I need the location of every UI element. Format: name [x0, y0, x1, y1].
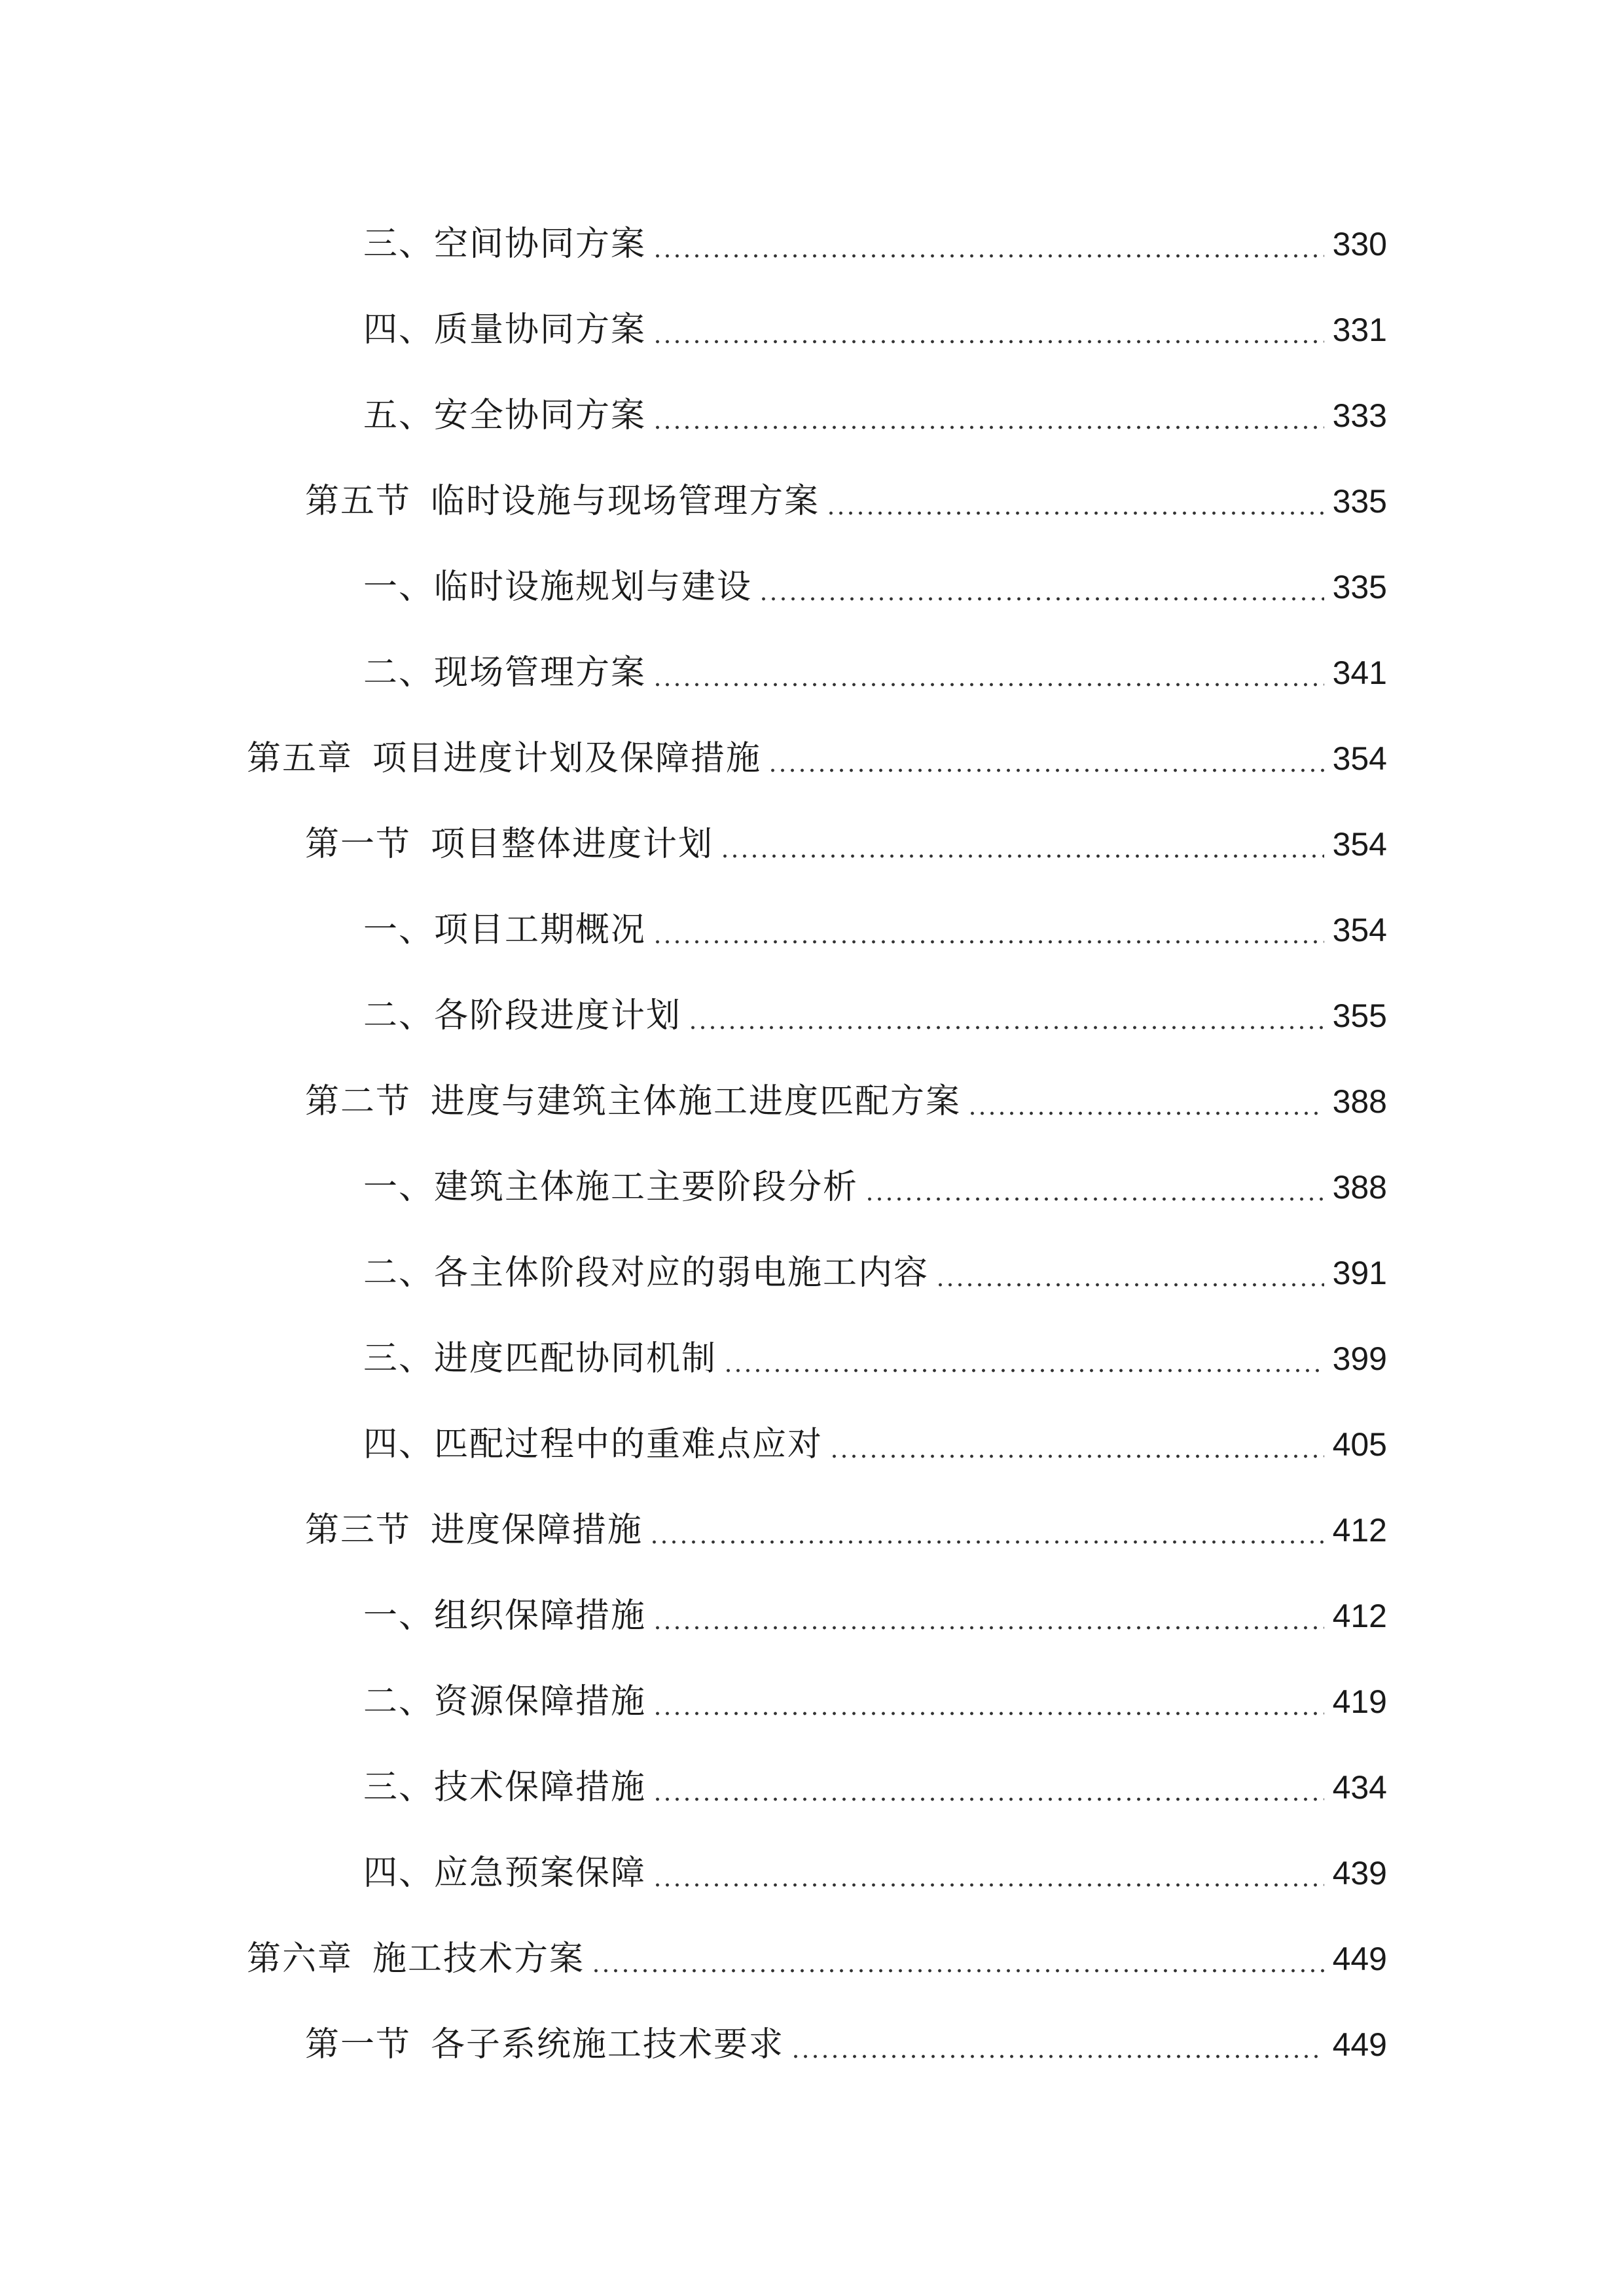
toc-entry[interactable] — [0, 630, 1624, 715]
toc-entry-label — [363, 993, 681, 1039]
toc-entry-title: 资源保障措施 — [434, 1681, 647, 1721]
dot-leader — [653, 650, 1324, 696]
toc-entry-label — [363, 1679, 646, 1725]
toc-entry-page-number: 419 — [1332, 1683, 1387, 1720]
toc-entry-title: 技术保障措施 — [434, 1767, 647, 1807]
toc-entry-page-number: 335 — [1332, 568, 1387, 605]
toc-entry-title: 进度保障措施 — [431, 1510, 643, 1550]
toc-entry-page-number: 354 — [1332, 911, 1387, 948]
dot-leader — [653, 1765, 1324, 1810]
dot-leader — [967, 1079, 1324, 1124]
toc-entry-label — [363, 907, 646, 953]
dot-leader — [723, 1336, 1324, 1382]
toc-entry-title: 现场管理方案 — [434, 653, 647, 692]
toc-entry-title: 施工技术方案 — [372, 1939, 585, 1979]
toc-entry-page-number: 354 — [1332, 740, 1387, 777]
toc-entry-title: 匹配过程中的重难点应对 — [434, 1424, 823, 1464]
toc-entry-number: 一、 — [363, 567, 435, 607]
toc-entry-page-number: 355 — [1332, 997, 1387, 1034]
toc-entry-number: 一、 — [363, 910, 435, 950]
toc-entry-number: 四、 — [363, 1424, 435, 1464]
toc-entry-label — [305, 1507, 643, 1553]
toc-entry-title: 建筑主体施工主要阶段分析 — [434, 1167, 859, 1207]
toc-entry[interactable] — [0, 287, 1624, 372]
toc-entry-page-number: 333 — [1332, 397, 1387, 434]
toc-entry[interactable] — [0, 887, 1624, 973]
toc-entry-title: 项目工期概况 — [434, 910, 647, 950]
toc-entry[interactable] — [0, 201, 1624, 287]
toc-entry[interactable] — [0, 715, 1624, 801]
toc-entry-page-number: 412 — [1332, 1597, 1387, 1634]
toc-entry-label — [305, 2022, 784, 2068]
toc-entry-label — [363, 1250, 929, 1296]
toc-entry-title: 进度匹配协同机制 — [434, 1338, 717, 1378]
toc-entry-label — [305, 821, 713, 867]
toc-entry[interactable] — [0, 1659, 1624, 1744]
toc-entry-title: 进度与建筑主体施工进度匹配方案 — [431, 1081, 962, 1121]
toc-entry-page-number: 330 — [1332, 225, 1387, 262]
toc-entry[interactable] — [0, 1058, 1624, 1144]
toc-entry-number: 二、 — [363, 1681, 435, 1721]
toc-entry[interactable] — [0, 544, 1624, 630]
toc-entry-label — [363, 564, 752, 610]
toc-entry-number: 第六章 — [247, 1939, 353, 1979]
toc-entry-title: 临时设施规划与建设 — [434, 567, 753, 607]
toc-entry-title: 组织保障措施 — [434, 1596, 647, 1636]
toc-entry-label — [363, 1765, 646, 1810]
toc-entry[interactable] — [0, 801, 1624, 887]
toc-entry-number: 四、 — [363, 1853, 435, 1893]
toc-entry[interactable] — [0, 973, 1624, 1058]
toc-entry[interactable] — [0, 1230, 1624, 1316]
toc-entry-number: 一、 — [363, 1596, 435, 1636]
toc-entry-page-number: 405 — [1332, 1426, 1387, 1463]
toc-entry[interactable] — [0, 1573, 1624, 1659]
toc-entry[interactable] — [0, 458, 1624, 544]
dot-leader — [768, 736, 1324, 781]
toc-entry-label — [247, 1936, 585, 1982]
toc-entry-title: 安全协同方案 — [434, 395, 647, 435]
toc-entry-page-number: 341 — [1332, 654, 1387, 691]
toc-entry-title: 项目进度计划及保障措施 — [372, 738, 762, 778]
toc-entry-title: 各子系统施工技术要求 — [431, 2024, 785, 2064]
toc-entry-page-number: 354 — [1332, 825, 1387, 863]
toc-entry[interactable] — [0, 1916, 1624, 2001]
toc-entry-title: 应急预案保障 — [434, 1853, 647, 1893]
dot-leader — [653, 1593, 1324, 1639]
toc-entry-label — [305, 478, 820, 524]
toc-entry[interactable] — [0, 1744, 1624, 1830]
dot-leader — [591, 1936, 1324, 1982]
toc-entry-title: 项目整体进度计划 — [431, 824, 714, 864]
toc-entry-title: 空间协同方案 — [434, 224, 647, 264]
toc-entry-number: 五、 — [363, 395, 435, 435]
toc-entry-label — [363, 1422, 823, 1467]
table-of-contents — [0, 201, 1624, 2087]
toc-entry[interactable] — [0, 2001, 1624, 2087]
dot-leader — [826, 478, 1324, 524]
toc-entry-label — [363, 221, 646, 267]
dot-leader — [791, 2022, 1324, 2068]
toc-entry-label — [363, 1336, 717, 1382]
toc-entry-label — [363, 393, 646, 439]
toc-entry-title: 各主体阶段对应的弱电施工内容 — [434, 1253, 929, 1293]
toc-entry-page-number: 412 — [1332, 1511, 1387, 1549]
toc-entry-page-number: 449 — [1332, 1940, 1387, 1977]
dot-leader — [759, 564, 1324, 610]
toc-entry-number: 三、 — [363, 1767, 435, 1807]
toc-entry-number: 第一节 — [305, 824, 412, 864]
toc-entry-number: 第五章 — [247, 738, 353, 778]
toc-entry-label — [305, 1079, 961, 1124]
toc-entry-number: 二、 — [363, 996, 435, 1035]
toc-entry-number: 第三节 — [305, 1510, 412, 1550]
toc-entry-number: 二、 — [363, 653, 435, 692]
dot-leader — [653, 393, 1324, 439]
toc-entry[interactable] — [0, 1487, 1624, 1573]
toc-entry-title: 临时设施与现场管理方案 — [431, 481, 820, 521]
toc-entry-title: 质量协同方案 — [434, 310, 647, 350]
toc-entry[interactable] — [0, 1830, 1624, 1916]
toc-entry-number: 第一节 — [305, 2024, 412, 2064]
toc-entry-number: 第五节 — [305, 481, 412, 521]
toc-entry-label — [247, 736, 761, 781]
dot-leader — [935, 1250, 1324, 1296]
toc-entry-label — [363, 1593, 646, 1639]
toc-entry-number: 四、 — [363, 310, 435, 350]
dot-leader — [653, 907, 1324, 953]
toc-entry-number: 一、 — [363, 1167, 435, 1207]
toc-entry-page-number: 388 — [1332, 1168, 1387, 1206]
dot-leader — [653, 1850, 1324, 1896]
toc-entry[interactable] — [0, 1316, 1624, 1401]
dot-leader — [653, 1679, 1324, 1725]
toc-entry[interactable] — [0, 1144, 1624, 1230]
dot-leader — [653, 307, 1324, 353]
toc-entry-title: 各阶段进度计划 — [434, 996, 682, 1035]
toc-entry[interactable] — [0, 1401, 1624, 1487]
toc-entry-number: 三、 — [363, 1338, 435, 1378]
toc-entry-page-number: 391 — [1332, 1254, 1387, 1291]
toc-entry-label — [363, 1850, 646, 1896]
toc-entry-label — [363, 650, 646, 696]
toc-entry-label — [363, 307, 646, 353]
toc-entry-page-number: 335 — [1332, 482, 1387, 520]
toc-entry-page-number: 331 — [1332, 311, 1387, 348]
toc-entry-number: 第二节 — [305, 1081, 412, 1121]
toc-entry-page-number: 439 — [1332, 1854, 1387, 1892]
dot-leader — [829, 1422, 1324, 1467]
toc-entry-label — [363, 1164, 858, 1210]
toc-entry[interactable] — [0, 372, 1624, 458]
toc-entry-page-number: 434 — [1332, 1768, 1387, 1806]
toc-entry-page-number: 388 — [1332, 1083, 1387, 1120]
toc-entry-number: 三、 — [363, 224, 435, 264]
dot-leader — [720, 821, 1324, 867]
toc-entry-number: 二、 — [363, 1253, 435, 1293]
toc-entry-page-number: 399 — [1332, 1340, 1387, 1377]
dot-leader — [688, 993, 1324, 1039]
dot-leader — [649, 1507, 1324, 1553]
toc-entry-page-number: 449 — [1332, 2026, 1387, 2063]
dot-leader — [865, 1164, 1324, 1210]
dot-leader — [653, 221, 1324, 267]
